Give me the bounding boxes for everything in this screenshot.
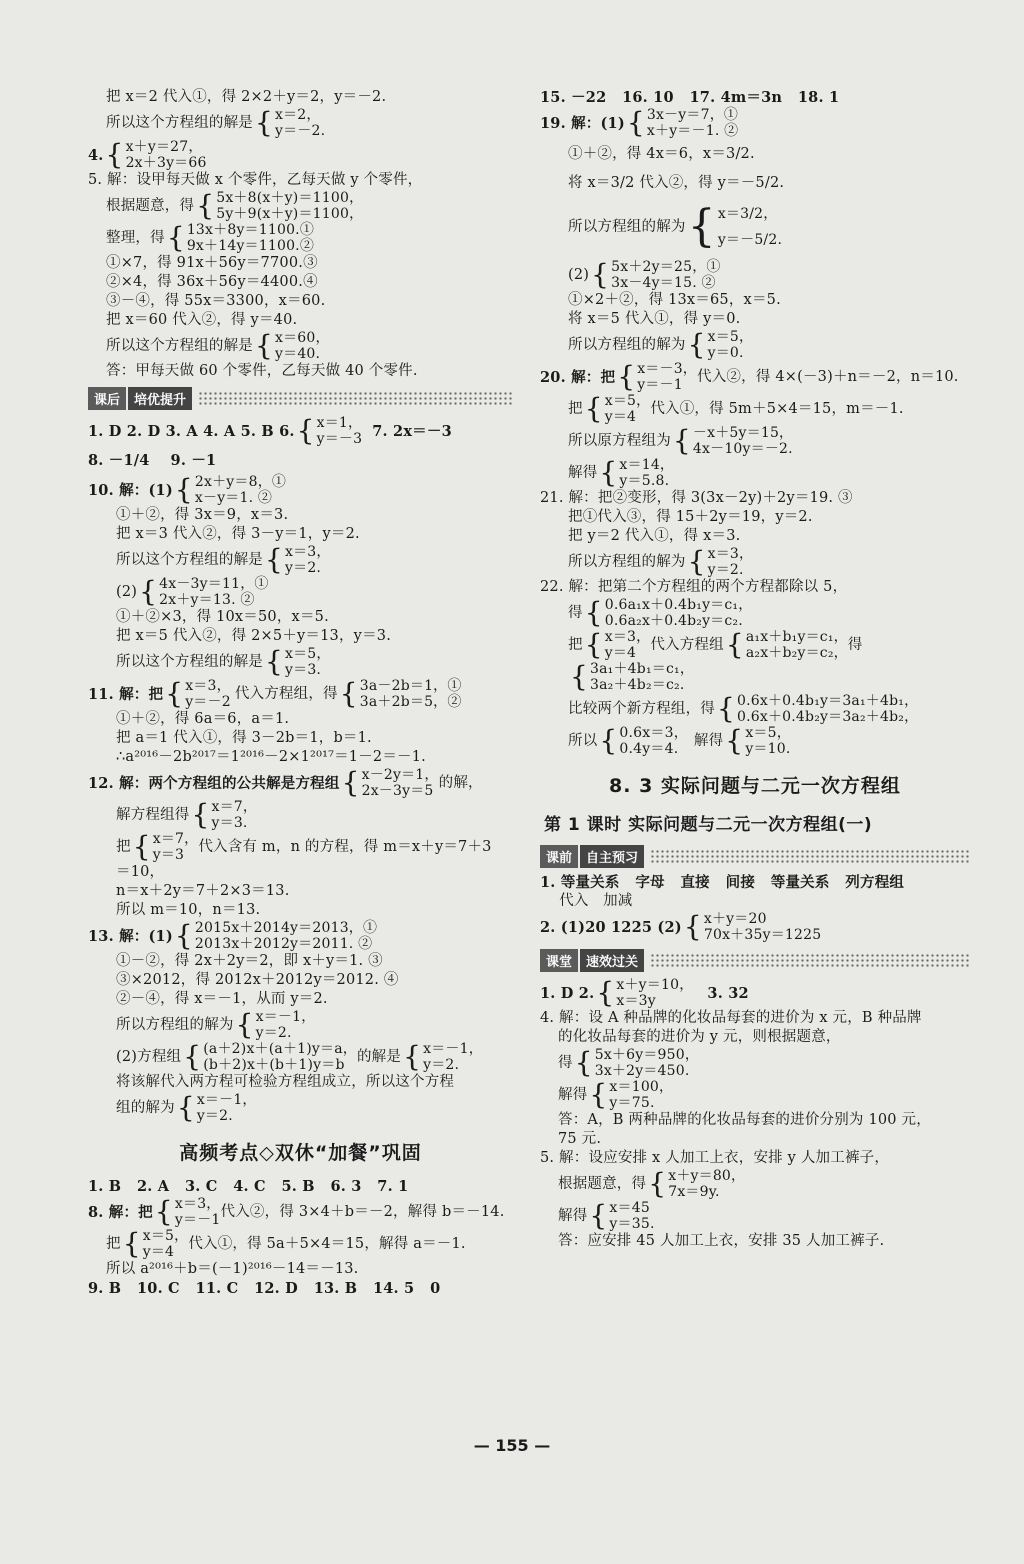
eq: x＝60， xyxy=(275,330,330,346)
text-line: ①×2＋②，得 13x＝65，x＝5. xyxy=(568,292,781,308)
band-title: 自主预习 xyxy=(580,845,644,868)
label: 所以原方程组为 xyxy=(568,432,671,449)
eq: y＝2. xyxy=(255,1025,292,1041)
section-title-high-frequency: 高频考点◇双休“加餐”巩固 xyxy=(179,1142,422,1164)
eq: x＝5， xyxy=(285,646,331,662)
label: 代入①，得 5a＋5×4＝15，解得 a＝－1. xyxy=(188,1235,466,1252)
text-line: ①×7，得 91x＋56y＝7700.③ xyxy=(106,255,318,271)
q13-solution: 所以方程组的解为 { x＝－1， y＝2. xyxy=(116,1008,316,1041)
q12-substitute: 把 { x＝7， y＝3 代入含有 m，n 的方程，得 m＝x＋y＝7＋3 xyxy=(116,830,492,863)
preview-answers-1b: 代入 加减 xyxy=(540,893,633,909)
eq: x＝45 xyxy=(609,1200,650,1216)
label: 的解是 xyxy=(356,1048,402,1065)
text-line: ②－④，得 x＝－1，从而 y＝2. xyxy=(116,991,328,1007)
text-line: 5. 解：设应安排 x 人加工上衣，安排 y 人加工裤子， xyxy=(540,1150,890,1166)
eq: (a＋2)x＋(a＋1)y＝a， xyxy=(203,1041,357,1057)
text-line: 把 x＝3 代入②，得 3－y＝1，y＝2. xyxy=(116,526,360,542)
eq: x－2y＝1， xyxy=(361,767,439,783)
eq: y＝3. xyxy=(211,815,248,831)
eq: x＝3/2， xyxy=(717,206,778,222)
q10-solution: 所以这个方程组的解是 { x＝3， y＝2. xyxy=(116,543,331,576)
label: 所以 xyxy=(568,732,598,749)
hf8b: 把 { x＝5， y＝4 代入①，得 5a＋5×4＝15，解得 a＝－1. xyxy=(106,1227,466,1260)
k4-system: 得 { 5x＋6y＝950， 3x＋2y＝450. xyxy=(558,1046,700,1079)
label: 得 xyxy=(558,1054,573,1071)
label: 2. (1)20 1225 (2) xyxy=(540,918,682,936)
eq: x＝－1， xyxy=(255,1009,316,1025)
right-column xyxy=(540,88,970,1251)
eq: y＝40. xyxy=(275,346,321,362)
eq: y＝4 xyxy=(604,645,637,661)
q-number: 10. 解：(1) xyxy=(88,481,173,499)
page-number: — 155 — xyxy=(473,1436,551,1455)
eq: x＋y＝20 xyxy=(703,911,767,927)
label: 把 xyxy=(568,400,583,417)
band-title: 培优提升 xyxy=(128,387,192,410)
eq: x＝5， xyxy=(142,1228,189,1244)
band-dots xyxy=(650,849,970,863)
eq: y＝－3 xyxy=(316,431,363,447)
text-line: 把 x＝2 代入①，得 2×2＋y＝2，y＝－2. xyxy=(106,89,387,105)
eq: x＝1， xyxy=(316,415,363,431)
eq: 3x＋2y＝450. xyxy=(594,1063,690,1079)
text-line: 把 y＝2 代入①，得 x＝3. xyxy=(568,528,741,544)
eq: y＝－2. xyxy=(275,123,326,139)
q22b: 把 { x＝3， y＝4 代入方程组 { a₁x＋b₁y＝c₁， a₂x＋b₂y＝c₂， 得 xyxy=(568,628,863,661)
eq: 2x＋3y＝66 xyxy=(125,155,207,171)
section-band-before-class xyxy=(540,845,970,867)
eq: y＝4 xyxy=(604,409,637,425)
text-line: 答：应安排 45 人加工上衣，安排 35 人加工裤子. xyxy=(558,1233,885,1249)
mc-answers-2: 8. －1/4 9. －1 xyxy=(88,452,217,469)
q10b-system: (2) { 4x－3y＝11，① 2x＋y＝13. ② xyxy=(116,575,269,608)
q19-system: 19. 解：(1) { 3x－y＝7，① x＋y＝－1. ② xyxy=(540,106,739,139)
eq: x＋y＝－1. ② xyxy=(646,123,739,139)
label: (2) xyxy=(568,266,590,283)
label: 代入②，得 4×(－3)＋n＝－2，n＝10. xyxy=(697,368,959,385)
q11-system: 11. 解：把 { x＝3， y＝－2 代入方程组，得 { 3a－2b＝1，① 3a＋2b＝5，② xyxy=(88,677,462,710)
eq: (b＋2)x＋(b＋1)y＝b xyxy=(203,1057,345,1073)
eq: 3a₁＋4b₁＝c₁， xyxy=(590,661,695,677)
q22e: 所以 { 0.6x＝3， 0.4y＝4. 解得 { x＝5， y＝10. xyxy=(568,724,791,757)
band-dots xyxy=(198,391,513,405)
mc-answers-hf: 1. B 2. A 3. C 4. C 5. B 6. 3 7. 1 xyxy=(88,1178,409,1195)
section-title-8-3: 8. 3 实际问题与二元一次方程组 xyxy=(609,775,901,797)
class-answers-1: 1. D 2. { x＋y＝10， x＝3y 3. 32 xyxy=(540,976,749,1009)
eq: 0.6x＋0.4b₁y＝3a₁＋4b₁， xyxy=(737,693,919,709)
label: 所以方程组的解为 xyxy=(116,1016,234,1033)
q10b-solution: 所以这个方程组的解是 { x＝5， y＝3. xyxy=(116,645,331,678)
band-title: 速效过关 xyxy=(580,949,644,972)
text-line: 4. 解：设 A 种品牌的化妆品每套的进价为 x 元，B 种品牌 xyxy=(540,1010,922,1026)
eq: 2x－3y＝5 xyxy=(361,783,434,799)
label: 根据题意，得 xyxy=(106,197,195,214)
text-line: ①＋②，得 6a＝6，a＝1. xyxy=(116,711,290,727)
label: 得 xyxy=(847,636,863,653)
label: 代入含有 m，n 的方程，得 m＝x＋y＝7＋3 xyxy=(198,838,492,855)
text-line: ③×2012，得 2012x＋2012y＝2012. ④ xyxy=(116,972,399,988)
label: 所以这个方程组的解是 xyxy=(116,551,263,568)
eq: 5x＋2y＝25，① xyxy=(611,259,721,275)
label: 代入①，得 5m＋5×4＝15，m＝－1. xyxy=(650,400,904,417)
eq: y＝5.8. xyxy=(619,473,670,489)
eq: 0.6a₁x＋0.4b₁y＝c₁， xyxy=(604,597,753,613)
text-line: 把①代入③，得 15＋2y＝19，y＝2. xyxy=(568,509,813,525)
eq: a₁x＋b₁y＝c₁， xyxy=(745,629,848,645)
preview-answers-2: 2. (1)20 1225 (2) { x＋y＝20 70x＋35y＝1225 xyxy=(540,910,822,943)
label: 解得 xyxy=(558,1207,588,1224)
mc-tail: 7. 2x＝－3 xyxy=(372,422,452,440)
text-line: 将 x＝5 代入①，得 y＝0. xyxy=(568,311,741,327)
text-line: 把 a＝1 代入①，得 3－2b＝1，b＝1. xyxy=(116,730,372,746)
eq: 2x＋y＝13. ② xyxy=(159,592,255,608)
label: 所以方程组的解为 xyxy=(568,218,686,235)
label: 1. D 2. xyxy=(540,984,595,1002)
q19-solution: 所以方程组的解为 { x＝3/2， y＝－5/2. xyxy=(568,201,783,252)
text-line: 答：A，B 两种品牌的化妆品每套的进价分别为 100 元， xyxy=(558,1112,931,1128)
text-line: 的化妆品每套的进价为 y 元，则根据题意， xyxy=(558,1029,841,1045)
label: (2)方程组 xyxy=(116,1048,182,1065)
q20: 20. 解：把 { x＝－3， y＝－1 代入②，得 4×(－3)＋n＝－2，n＝10. xyxy=(540,360,959,393)
label: 所以方程组的解为 xyxy=(568,553,686,570)
q22-sys: 得 { 0.6a₁x＋0.4b₁y＝c₁， 0.6a₂x＋0.4b₂y＝c₂. xyxy=(568,596,753,629)
text-line: 22. 解：把第二个方程组的两个方程都除以 5， xyxy=(540,579,848,595)
q-number: 13. 解：(1) xyxy=(88,927,173,945)
lesson-title: 第 1 课时 实际问题与二元一次方程组(一) xyxy=(544,815,873,835)
eq: x＝－1， xyxy=(423,1041,483,1057)
eq: x＝3， xyxy=(174,1196,221,1212)
eq: 4x－10y＝－2. xyxy=(692,441,793,457)
text-line: 将 x＝3/2 代入②，得 y＝－5/2. xyxy=(568,175,785,191)
text-line: 把 x＝60 代入②，得 y＝40. xyxy=(106,312,298,328)
answers-15-18: 15. －22 16. 10 17. 4m＝3n 18. 1 xyxy=(540,89,840,106)
q12-system: 12. 解：两个方程组的公共解是方程组 { x－2y＝1， 2x－3y＝5 的解， xyxy=(88,766,483,799)
eq: 5x＋6y＝950， xyxy=(594,1047,700,1063)
band-tag: 课堂 xyxy=(540,949,578,972)
eq: y＝－5/2. xyxy=(717,232,783,248)
text-line: ①＋②，得 3x＝9，x＝3. xyxy=(116,507,289,523)
text-line: 将该解代入两方程可检验方程组成立，所以这个方程 xyxy=(116,1074,455,1090)
eq: 3x－4y＝15. ② xyxy=(611,275,716,291)
q13b-solution: 组的解为 { x＝－1， y＝2. xyxy=(116,1091,257,1124)
k4-solution: 解得 { x＝100， y＝75. xyxy=(558,1078,674,1111)
eq: 2013x＋2012y＝2011. ② xyxy=(194,936,373,952)
q20b: 把 { x＝5， y＝4 代入①，得 5m＋5×4＝15，m＝－1. xyxy=(568,392,904,425)
eq: 0.4y＝4. xyxy=(619,741,679,757)
label: 解得 xyxy=(693,732,724,749)
label: (2) xyxy=(116,583,138,600)
band-tag: 课后 xyxy=(88,387,126,410)
eq: y＝－2 xyxy=(185,694,231,710)
band-dots xyxy=(650,953,970,967)
q-number: 4. xyxy=(88,146,104,164)
text-line: 所以 a²⁰¹⁶＋b＝(－1)²⁰¹⁶－14＝－13. xyxy=(106,1261,359,1277)
eq: x＝3， xyxy=(285,544,331,560)
eq: 7x＝9y. xyxy=(668,1184,720,1200)
text-line: ②×4，得 36x＋56y＝4400.④ xyxy=(106,274,318,290)
eq: 3a₂＋4b₂＝c₂. xyxy=(590,677,685,693)
eq: 9x＋14y＝1100.② xyxy=(186,238,315,254)
eq: x＋y＝27， xyxy=(125,139,203,155)
q5-system: 根据题意，得 { 5x＋8(x＋y)＝1100， 5y＋9(x＋y)＝1100， xyxy=(106,189,364,222)
mc-answers-hf2: 9. B 10. C 11. C 12. D 13. B 14. 5 0 xyxy=(88,1280,441,1297)
text-line: ③－④，得 55x＝3300，x＝60. xyxy=(106,293,326,309)
eq: x－y＝1. ② xyxy=(194,490,273,506)
text-line: 75 元. xyxy=(558,1131,602,1147)
mc-answers-1: 1. D 2. D 3. A 4. A 5. B 6. { x＝1， y＝－3 7. 2x＝－3 xyxy=(88,414,452,447)
eq: 2015x＋2014y＝2013，① xyxy=(194,920,378,936)
eq: y＝10. xyxy=(745,741,791,757)
label: 代入方程组 xyxy=(650,636,724,653)
text-line: 把 x＝5 代入②，得 2×5＋y＝13，y＝3. xyxy=(116,628,391,644)
section-band-in-class xyxy=(540,949,970,971)
label: 所以方程组的解为 xyxy=(568,336,686,353)
eq: y＝4 xyxy=(142,1244,175,1260)
text-line: ①＋②，得 4x＝6，x＝3/2. xyxy=(568,146,755,162)
eq: y＝－1 xyxy=(174,1212,221,1228)
eq: x＝5， xyxy=(745,725,791,741)
eq: 0.6a₂x＋0.4b₂y＝c₂. xyxy=(604,613,743,629)
label: 代入②，得 3×4＋b＝－2，解得 b＝－14. xyxy=(220,1203,505,1220)
text-line: 21. 解：把②变形，得 3(3x－2y)＋2y＝19. ③ xyxy=(540,490,853,506)
solution-block: 所以这个方程组的解是 { x＝2， y＝－2. xyxy=(106,106,326,139)
text-line: ＝10， xyxy=(116,864,165,880)
eq: 5y＋9(x＋y)＝1100， xyxy=(216,206,364,222)
eq: x＝2， xyxy=(275,107,321,123)
eq: x＝－3， xyxy=(637,361,698,377)
q-number: 19. 解：(1) xyxy=(540,114,625,132)
text-line: 5. 解：设甲每天做 x 个零件，乙每天做 y 个零件， xyxy=(88,172,423,188)
left-column xyxy=(88,88,513,1298)
label: 把 xyxy=(568,636,583,653)
eq: 13x＋8y＝1100.① xyxy=(186,222,315,238)
q5-system2: 整理，得 { 13x＋8y＝1100.① 9x＋14y＝1100.② xyxy=(106,221,315,254)
label: 把 xyxy=(116,838,131,855)
eq: x＋y＝10， xyxy=(616,977,694,993)
label: 所以这个方程组的解是 xyxy=(116,653,263,670)
eq: 3x－y＝7，① xyxy=(646,107,739,123)
eq: 0.6x＋0.4b₂y＝3a₂＋4b₂， xyxy=(737,709,919,725)
label: 解得 xyxy=(568,464,598,481)
q-number: 8. 解：把 xyxy=(88,1203,153,1221)
eq: 3a－2b＝1，① xyxy=(359,678,462,694)
q12-solution: 解方程组得 { x＝7， y＝3. xyxy=(116,798,258,831)
label: 解方程组得 xyxy=(116,806,190,823)
eq: x＝7， xyxy=(211,799,258,815)
eq: x＝100， xyxy=(609,1079,674,1095)
label: 所以这个方程组的解是 xyxy=(106,337,253,354)
eq: x＝7， xyxy=(152,831,199,847)
text-line: ①－②，得 2x＋2y＝2，即 x＋y＝1. ③ xyxy=(116,953,383,969)
eq: y＝35. xyxy=(609,1216,655,1232)
eq: －x＋5y＝15， xyxy=(692,425,794,441)
label: 整理，得 xyxy=(106,229,165,246)
band-tag: 课前 xyxy=(540,845,578,868)
preview-answers-1: 1. 等量关系 字母 直接 间接 等量关系 列方程组 xyxy=(540,874,905,891)
label: 所以这个方程组的解是 xyxy=(106,114,253,131)
eq: x＝3， xyxy=(185,678,231,694)
label: 根据题意，得 xyxy=(558,1175,647,1192)
label: 组的解为 xyxy=(116,1099,175,1116)
eq: x＝3， xyxy=(604,629,651,645)
q-number: 12. 解：两个方程组的公共解是方程组 xyxy=(88,774,340,792)
q13b-system: (2)方程组 { (a＋2)x＋(a＋1)y＝a， (b＋2)x＋(b＋1)y＝b 的解是 { x＝－1， y＝2. xyxy=(116,1040,483,1073)
label: 的解， xyxy=(438,774,483,791)
text-line: ①＋②×3，得 10x＝50，x＝5. xyxy=(116,609,329,625)
eq: y＝－1 xyxy=(637,377,683,393)
eq: 2x＋y＝8，① xyxy=(194,474,287,490)
label: 把 xyxy=(106,1235,121,1252)
eq: a₂x＋b₂y＝c₂， xyxy=(745,645,848,661)
eq: x＝3y xyxy=(616,993,656,1009)
eq: 0.6x＝3， xyxy=(619,725,688,741)
label: 3. 32 xyxy=(707,984,749,1002)
label: 代入方程组，得 xyxy=(234,685,338,702)
eq: y＝2. xyxy=(285,560,322,576)
q20c: 所以原方程组为 { －x＋5y＝15， 4x－10y＝－2. xyxy=(568,424,794,457)
eq: 5x＋8(x＋y)＝1100， xyxy=(216,190,364,206)
eq: 3a＋2b＝5，② xyxy=(359,694,462,710)
q-number: 20. 解：把 xyxy=(540,368,616,386)
q-number: 11. 解：把 xyxy=(88,685,164,703)
eq: x＝－1， xyxy=(196,1092,257,1108)
eq: 4x－3y＝11，① xyxy=(159,576,269,592)
eq: y＝75. xyxy=(609,1095,655,1111)
section-band-after-class xyxy=(88,387,513,409)
eq: x＝14， xyxy=(619,457,675,473)
eq: y＝2. xyxy=(707,562,744,578)
q22d: 比较两个新方程组，得 { 0.6x＋0.4b₁y＝3a₁＋4b₁， 0.6x＋0.4b₂y＝3a₂＋4b₂， xyxy=(568,692,919,725)
text-line: 答：甲每天做 60 个零件，乙每天做 40 个零件. xyxy=(106,363,418,379)
eq: x＝5， xyxy=(604,393,651,409)
q19b-system: (2) { 5x＋2y＝25，① 3x－4y＝15. ② xyxy=(568,258,721,291)
eq: y＝3 xyxy=(152,847,185,863)
text-line: 所以 m＝10，n＝13. xyxy=(116,902,261,918)
eq: y＝0. xyxy=(707,345,744,361)
hf8: 8. 解：把 { x＝3， y＝－1 代入②，得 3×4＋b＝－2，解得 b＝－14. xyxy=(88,1195,505,1228)
eq: x＋y＝80， xyxy=(668,1168,746,1184)
q19b-solution: 所以方程组的解为 { x＝5， y＝0. xyxy=(568,328,754,361)
eq: y＝3. xyxy=(285,662,322,678)
k5-system: 根据题意，得 { x＋y＝80， 7x＝9y. xyxy=(558,1167,746,1200)
q22c: { 3a₁＋4b₁＝c₁， 3a₂＋4b₂＝c₂. xyxy=(570,660,695,693)
eq: x＝5， xyxy=(707,329,754,345)
q20d: 解得 { x＝14， y＝5.8. xyxy=(568,456,675,489)
q4: 4. { x＋y＝27， 2x＋3y＝66 xyxy=(88,138,207,171)
k5-solution: 解得 { x＝45 y＝35. xyxy=(558,1199,655,1232)
q5-solution: 所以这个方程组的解是 { x＝60， y＝40. xyxy=(106,329,330,362)
q10-system: 10. 解：(1) { 2x＋y＝8，① x－y＝1. ② xyxy=(88,473,287,506)
label: 得 xyxy=(568,604,583,621)
mc-line: 1. D 2. D 3. A 4. A 5. B 6. xyxy=(88,422,295,440)
label: 比较两个新方程组，得 xyxy=(568,700,715,717)
text-line: n＝x＋2y＝7＋2×3＝13. xyxy=(116,883,290,899)
eq: x＝3， xyxy=(707,546,754,562)
eq: y＝2. xyxy=(196,1108,233,1124)
label: 解得 xyxy=(558,1086,588,1103)
eq: y＝2. xyxy=(423,1057,460,1073)
text-line: ∴a²⁰¹⁶－2b²⁰¹⁷＝1²⁰¹⁶－2×1²⁰¹⁷＝1－2＝－1. xyxy=(116,749,426,765)
q21-solution: 所以方程组的解为 { x＝3， y＝2. xyxy=(568,545,754,578)
eq: 70x＋35y＝1225 xyxy=(703,927,822,943)
q13-system: 13. 解：(1) { 2015x＋2014y＝2013，① 2013x＋2012y＝2011. ② xyxy=(88,919,378,952)
